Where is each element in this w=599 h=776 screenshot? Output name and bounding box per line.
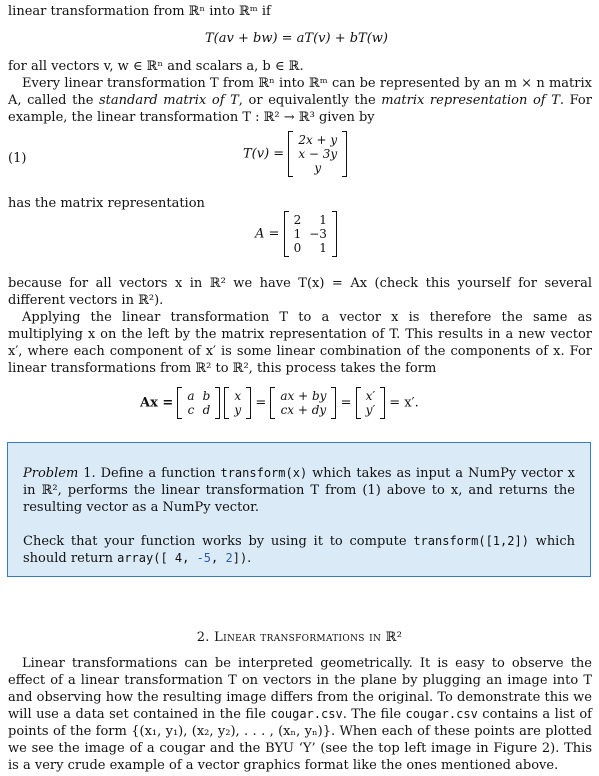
equation-2-lhs: Ax = [140,395,174,411]
matrix-A [255,212,337,256]
equals-sign: = [340,395,352,411]
matrix-A-lhs: A = [255,226,280,242]
paragraph-geometric: Linear transformations can be interpreted geometrically. It is easy to observe the effect of a linear transformation T on vectors in the plane by plugging an image into T and observing how the resulting image differs from the original. To demonstrate this we will use a data set contained in the file cougar.csv. The file cougar.csv contains a list of points of the form {(x₁, y₁), (x₂, y₂), . . . , (xₙ, yₙ)}. When each of these points are plotted we see the image of a cougar and the BYU ‘Y’ (see the top left image in Figure 2). This is a very crude example of a vector graphics format like the ones mentioned above. [8,656,592,773]
vector-xy: x y [224,388,251,418]
section-heading: 2. Linear transformations in ℝ² [196,630,403,645]
intro-line: linear transformation from ℝⁿ into ℝᵐ if [8,4,271,19]
paragraph-applying: Applying the linear transformation T to a vector x is therefore the same as multiplying x on the left by the matrix representation of T. This results in a new vector x′, where each component of x′ is some linear combination of the components of x. For linear transformations from ℝ² to ℝ², this process takes the form [8,310,592,376]
equation-1-vector: 2x + y x − 3y y [288,132,347,176]
has-matrix-line: has the matrix representation [8,196,205,211]
equation-2-tail: = x′. [389,395,419,411]
vector-xy-prime: x′ y′ [356,388,386,418]
equation-2 [140,388,419,418]
equation-label: (1) [8,151,27,166]
paragraph-standard-matrix: Every linear transformation T from ℝⁿ into ℝᵐ can be represented by an m × n matrix A, called the standard matrix of T, or equivalently the matrix representation of T. For example, the linear transformation T : ℝ² → ℝ³ given by [8,76,592,125]
problem-check: Check that your function works by using it to compute transform([1,2]) which should return array([ 4, -5, 2]). [23,534,575,566]
for-all-line: for all vectors v, w ∈ ℝⁿ and scalars a, b ∈ ℝ. [8,59,304,74]
problem-box [7,442,591,577]
because-paragraph: because for all vectors x in ℝ² we have T(x) = Ax (check this yourself for several different vectors in ℝ²). [8,276,592,308]
problem-statement: Problem 1. Define a function transform(x) which takes as input a NumPy vector x in ℝ², performs the linear transformation T from (1) above to x, and returns the resulting vector as a NumPy vector. [23,466,575,515]
vector-product: ax + by cx + dy [270,388,336,418]
equation-1 [243,132,347,176]
equals-sign: = [255,395,267,411]
linearity-equation: T(av + bw) = aT(v) + bT(w) [205,31,389,46]
matrix-A-entries: 2 1 1 −3 0 1 [284,212,337,256]
equation-1-lhs: T(v) = [243,146,285,162]
matrix-abcd: a b c d [177,388,220,418]
expected-output: array([ 4, -5, 2]) [117,551,248,565]
